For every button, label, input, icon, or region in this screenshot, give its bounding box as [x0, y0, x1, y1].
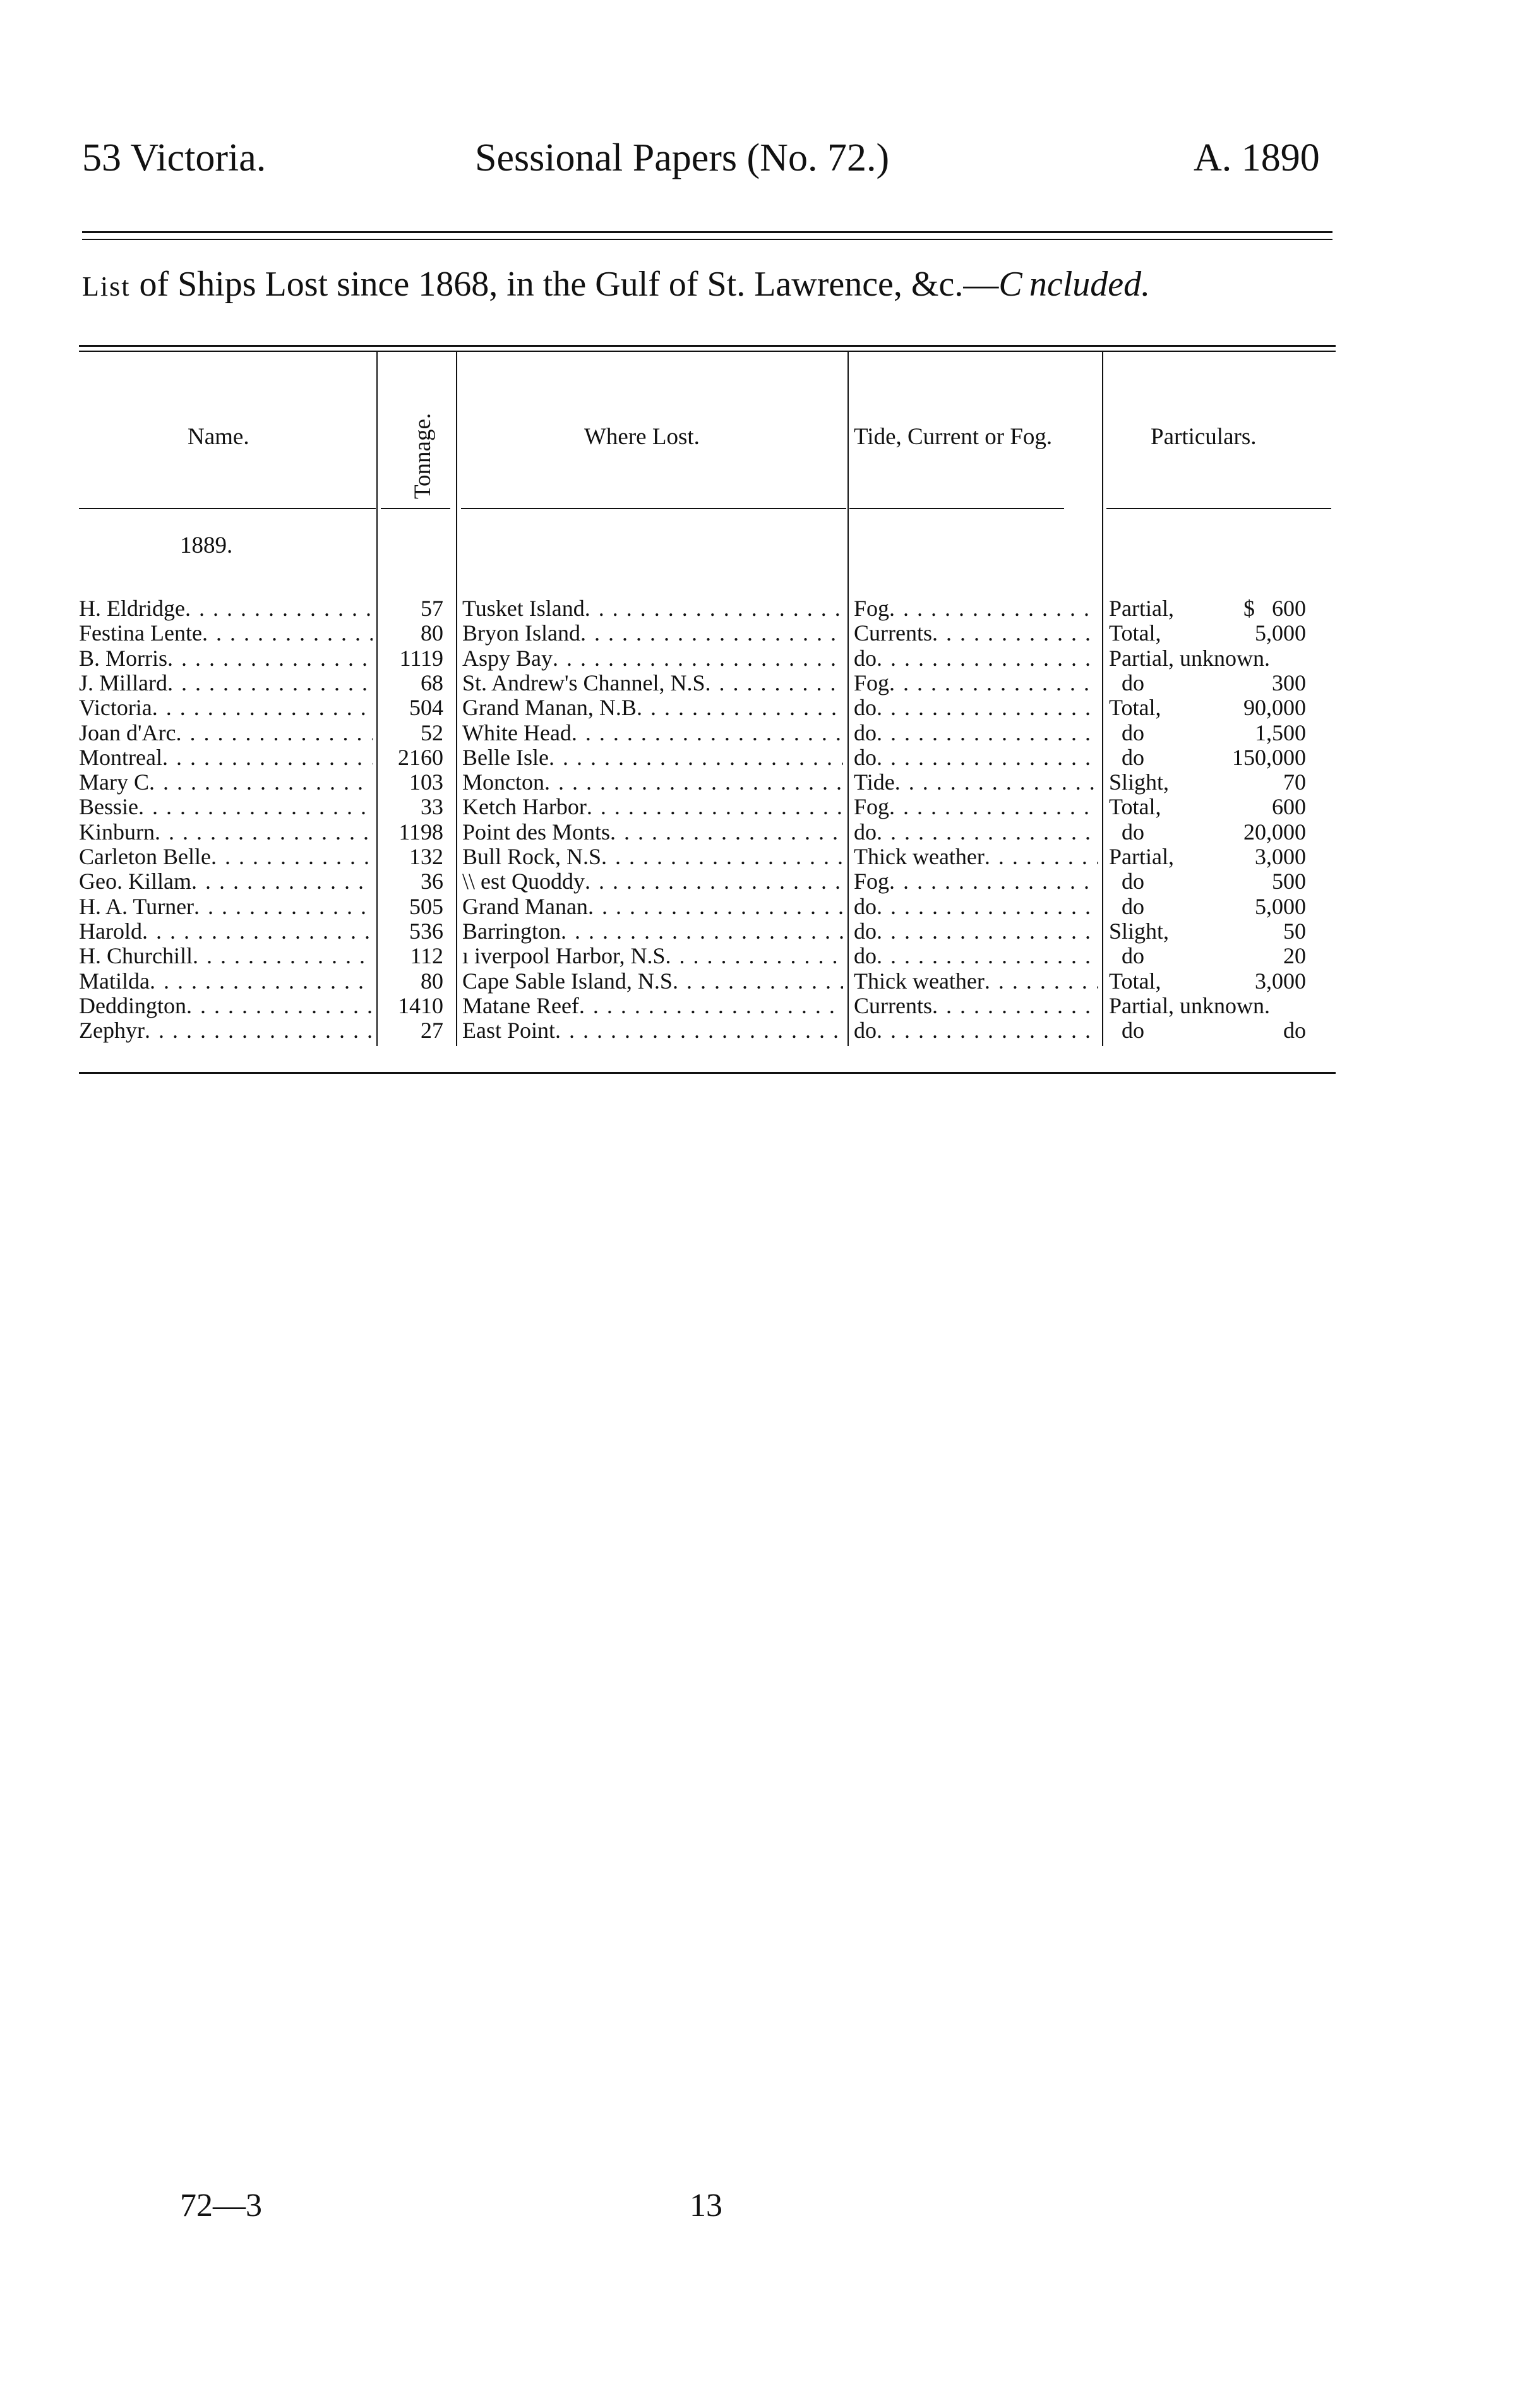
cell-particulars-amount: 90,000: [1243, 695, 1306, 721]
cell-tide-text: do: [854, 646, 877, 671]
table-row: [0, 671, 1527, 695]
cell-particulars-amount: 3,000: [1255, 845, 1306, 869]
cell-name: [79, 646, 373, 671]
cell-where-lost-text: Moncton: [462, 770, 544, 795]
cell-particulars-amount: 5,000: [1255, 621, 1306, 646]
cell-where-lost: [462, 721, 843, 745]
cell-where-lost: [462, 646, 843, 671]
cell-tide-text: do: [854, 944, 877, 969]
cell-tide: [854, 596, 1098, 621]
cell-name-text: B. Morris: [79, 646, 168, 671]
dot-leader: [932, 621, 1098, 646]
col-head-where: Where Lost.: [584, 424, 700, 450]
cell-tonnage: 2160: [398, 745, 443, 770]
cell-tide-text: Currents: [854, 993, 932, 1018]
cell-name: [79, 969, 373, 994]
table-row: [0, 795, 1527, 819]
cell-tonnage: 132: [409, 845, 443, 869]
header-right: A. 1890: [1194, 136, 1320, 179]
title-text: of Ships Lost since 1868, in the Gulf of St. Lawrence, &c.—: [130, 265, 999, 304]
cell-tide: [854, 869, 1098, 894]
cell-name: [79, 721, 373, 745]
dot-leader: [162, 745, 373, 770]
dot-leader: [553, 646, 843, 671]
table-rule-top-2: [79, 351, 1336, 352]
cell-tonnage: 36: [421, 869, 443, 894]
dot-leader: [895, 770, 1098, 795]
cell-name: [79, 795, 373, 819]
table-row: [0, 721, 1527, 745]
dot-leader: [193, 944, 373, 968]
cell-name: [79, 994, 373, 1018]
dot-leader: [186, 994, 373, 1018]
cell-where-lost-text: St. Andrew's Channel, N.S: [462, 670, 705, 695]
cell-name: [79, 671, 373, 695]
cell-tide-text: Thick weather: [854, 845, 985, 869]
cell-tide-text: Fog: [854, 795, 890, 820]
cell-name-text: H. Eldridge: [79, 596, 185, 621]
dot-leader: [167, 671, 373, 695]
cell-tonnage: 536: [409, 918, 443, 944]
cell-tide-text: Currents: [854, 621, 932, 646]
cell-tide-text: do: [854, 745, 877, 770]
dot-leader: [877, 820, 1098, 845]
table-row: [0, 745, 1527, 770]
cell-particulars-amount: 50: [1283, 918, 1306, 944]
cell-tonnage: 103: [409, 770, 443, 795]
cell-tide: [854, 695, 1098, 720]
cell-where-lost: [462, 820, 843, 845]
cell-particulars-kind: do: [1122, 894, 1144, 919]
cell-particulars-amount: do: [1283, 1018, 1306, 1044]
cell-tonnage: 112: [410, 944, 443, 969]
cell-particulars-kind: do: [1122, 1018, 1144, 1044]
cell-tide: [854, 894, 1098, 919]
cell-tonnage: 80: [421, 621, 443, 646]
cell-name: [79, 621, 373, 646]
title-smallcaps: List: [82, 271, 131, 302]
cell-tide: [854, 820, 1098, 845]
cell-tide: [854, 646, 1098, 671]
cell-particulars-amount: 3,000: [1255, 968, 1306, 994]
dot-leader: [585, 596, 843, 621]
dot-leader: [985, 969, 1098, 994]
head-underline-name: [79, 508, 376, 509]
cell-name-text: Geo. Killam: [79, 869, 191, 894]
head-underline-tonnage: [381, 508, 450, 509]
col-head-tide: Tide, Current or Fog.: [854, 424, 1053, 450]
dot-leader: [705, 671, 844, 695]
table-row: [0, 596, 1527, 621]
cell-where-lost: [462, 695, 843, 720]
cell-name-text: Festina Lente: [79, 621, 202, 646]
table-rule-top: [79, 345, 1336, 347]
cell-particulars-amount: 300: [1272, 670, 1306, 695]
cell-name: [79, 869, 373, 894]
cell-where-lost-text: Grand Manan, N.B: [462, 695, 637, 721]
cell-where-lost-text: ı iverpool Harbor, N.S: [462, 944, 666, 969]
cell-name: [79, 1018, 373, 1043]
cell-particulars-kind: Partial, unknown.: [1109, 646, 1270, 671]
table-rule-bottom: [79, 1072, 1336, 1074]
cell-particulars-amount: $ 600: [1243, 596, 1306, 621]
dot-leader: [877, 721, 1098, 745]
cell-particulars-kind: Partial,: [1109, 845, 1174, 869]
cell-where-lost: [462, 894, 843, 919]
cell-where-lost: [462, 845, 843, 869]
cell-where-lost-text: Bull Rock, N.S: [462, 845, 602, 869]
cell-name-text: Zephyr: [79, 1018, 145, 1044]
cell-name: [79, 745, 373, 770]
table-row: [0, 994, 1527, 1018]
cell-tonnage: 68: [421, 670, 443, 695]
cell-particulars-kind: do: [1122, 944, 1144, 969]
cell-tonnage: 1410: [398, 993, 443, 1018]
cell-particulars-amount: 20: [1283, 944, 1306, 969]
cell-particulars-amount: 600: [1272, 795, 1306, 820]
dot-leader: [889, 869, 1098, 894]
header-rule-bottom: [82, 239, 1332, 240]
cell-tonnage: 80: [421, 968, 443, 994]
head-underline-particulars: [1106, 508, 1331, 509]
dot-leader: [985, 845, 1098, 869]
cell-name: [79, 894, 373, 919]
col-head-tonnage: Tonnage.: [410, 412, 436, 499]
cell-where-lost-text: Aspy Bay: [462, 646, 553, 671]
cell-name: [79, 695, 373, 720]
cell-tonnage: 1119: [399, 646, 443, 671]
cell-tide: [854, 845, 1098, 869]
dot-leader: [637, 695, 843, 720]
cell-where-lost-text: Ketch Harbor: [462, 795, 587, 820]
cell-particulars-kind: Total,: [1109, 968, 1161, 994]
cell-tide-text: do: [854, 918, 877, 944]
cell-tide: [854, 919, 1098, 944]
dot-leader: [585, 869, 843, 894]
cell-tide-text: do: [854, 1018, 877, 1044]
cell-particulars-amount: 70: [1283, 770, 1306, 795]
cell-where-lost-text: White Head: [462, 720, 572, 745]
cell-name-text: Mary C: [79, 770, 149, 795]
cell-tide: [854, 969, 1098, 994]
cell-where-lost: [462, 745, 843, 770]
cell-particulars-kind: Slight,: [1109, 918, 1170, 944]
cell-tide-text: do: [854, 720, 877, 745]
cell-tonnage: 52: [421, 720, 443, 745]
cell-where-lost: [462, 1018, 843, 1043]
cell-name-text: Bessie: [79, 795, 138, 820]
table-row: [0, 894, 1527, 919]
cell-where-lost: [462, 770, 843, 795]
cell-name-text: Montreal: [79, 745, 162, 770]
cell-tide: [854, 621, 1098, 646]
dot-leader: [572, 721, 843, 745]
cell-tide: [854, 795, 1098, 819]
dot-leader: [142, 919, 373, 944]
cell-tide: [854, 944, 1098, 968]
dot-leader: [932, 994, 1098, 1018]
table-row: [0, 944, 1527, 968]
cell-where-lost: [462, 969, 843, 994]
dot-leader: [889, 596, 1098, 621]
header-left: 53 Victoria.: [82, 136, 266, 179]
cell-particulars-amount: 1,500: [1255, 720, 1306, 745]
cell-tide-text: Fog: [854, 670, 890, 695]
cell-name-text: J. Millard: [79, 670, 167, 695]
dot-leader: [145, 1018, 373, 1043]
cell-where-lost: [462, 869, 843, 894]
cell-where-lost: [462, 671, 843, 695]
cell-tide-text: do: [854, 819, 877, 845]
cell-name-text: H. A. Turner: [79, 894, 195, 919]
head-underline-where: [461, 508, 846, 509]
dot-leader: [877, 944, 1098, 968]
cell-particulars-amount: 5,000: [1255, 894, 1306, 919]
dot-leader: [877, 646, 1098, 671]
dot-leader: [202, 621, 373, 646]
cell-where-lost: [462, 795, 843, 819]
cell-name-text: Harold: [79, 918, 142, 944]
cell-tide-text: Thick weather: [854, 968, 985, 994]
dot-leader: [877, 1018, 1098, 1043]
dot-leader: [155, 820, 373, 845]
table-row: [0, 919, 1527, 944]
cell-tide: [854, 770, 1098, 795]
cell-particulars-kind: do: [1122, 869, 1144, 894]
cell-tide: [854, 671, 1098, 695]
cell-tonnage: 504: [409, 695, 443, 721]
dot-leader: [889, 671, 1098, 695]
cell-name-text: Deddington: [79, 993, 186, 1018]
dot-leader: [176, 721, 373, 745]
cell-tide: [854, 1018, 1098, 1043]
cell-name-text: H. Churchill: [79, 944, 193, 969]
dot-leader: [587, 795, 843, 819]
table-row: [0, 969, 1527, 994]
dot-leader: [544, 770, 843, 795]
dot-leader: [185, 596, 373, 621]
col-head-particulars: Particulars.: [1151, 424, 1257, 450]
cell-particulars-kind: do: [1122, 720, 1144, 745]
cell-particulars-kind: Slight,: [1109, 770, 1170, 795]
cell-tonnage: 505: [409, 894, 443, 919]
cell-tide-text: Fog: [854, 869, 890, 894]
dot-leader: [149, 770, 373, 795]
cell-tonnage: 27: [421, 1018, 443, 1044]
dot-leader: [579, 994, 843, 1018]
dot-leader: [889, 795, 1098, 819]
table-row: [0, 770, 1527, 795]
cell-where-lost: [462, 919, 843, 944]
table-row: [0, 820, 1527, 845]
cell-particulars-kind: Partial,: [1109, 596, 1174, 621]
dot-leader: [194, 894, 373, 919]
dot-leader: [561, 919, 843, 944]
cell-particulars-kind: Total,: [1109, 621, 1161, 646]
cell-name-text: Joan d'Arc: [79, 720, 176, 745]
table-row: [0, 695, 1527, 720]
head-underline-tide: [849, 508, 1064, 509]
dot-leader: [877, 919, 1098, 944]
cell-name-text: Victoria: [79, 695, 152, 721]
cell-name: [79, 770, 373, 795]
cell-tide: [854, 994, 1098, 1018]
header-rule-top: [82, 231, 1332, 233]
cell-where-lost-text: Belle Isle: [462, 745, 549, 770]
footer-left: 72—3: [180, 2188, 262, 2224]
dot-leader: [610, 820, 843, 845]
table-row: [0, 1018, 1527, 1043]
table-row: [0, 621, 1527, 646]
cell-where-lost-text: Cape Sable Island, N.S: [462, 968, 673, 994]
cell-tide-text: Tide: [854, 770, 895, 795]
cell-where-lost-text: Tusket Island: [462, 596, 585, 621]
dot-leader: [673, 969, 843, 994]
cell-name: [79, 944, 373, 968]
dot-leader: [580, 621, 843, 646]
dot-leader: [138, 795, 373, 819]
cell-where-lost-text: \\ est Quoddy: [462, 869, 585, 894]
cell-particulars-kind: Total,: [1109, 795, 1161, 820]
cell-particulars-kind: Partial, unknown.: [1109, 993, 1270, 1018]
cell-tide-text: Fog: [854, 596, 890, 621]
dot-leader: [601, 845, 843, 869]
cell-where-lost: [462, 596, 843, 621]
dot-leader: [877, 745, 1098, 770]
cell-particulars-kind: do: [1122, 670, 1144, 695]
dot-leader: [666, 944, 843, 968]
dot-leader: [549, 745, 843, 770]
cell-where-lost-text: Barrington: [462, 918, 561, 944]
dot-leader: [211, 845, 373, 869]
dot-leader: [191, 869, 373, 894]
table-row: [0, 869, 1527, 894]
cell-tide: [854, 721, 1098, 745]
cell-where-lost: [462, 994, 843, 1018]
dot-leader: [167, 646, 373, 671]
cell-where-lost-text: Bryon Island: [462, 621, 580, 646]
cell-particulars-kind: do: [1122, 745, 1144, 770]
cell-name-text: Carleton Belle: [79, 845, 211, 869]
footer-page-number: 13: [690, 2188, 722, 2224]
cell-where-lost-text: Point des Monts: [462, 819, 611, 845]
cell-name-text: Matilda: [79, 968, 150, 994]
dot-leader: [555, 1018, 843, 1043]
cell-where-lost-text: Grand Manan: [462, 894, 588, 919]
cell-tonnage: 57: [421, 596, 443, 621]
dot-leader: [150, 969, 373, 994]
cell-name: [79, 596, 373, 621]
cell-particulars-amount: 500: [1272, 869, 1306, 894]
cell-particulars-kind: do: [1122, 819, 1144, 845]
cell-where-lost-text: East Point: [462, 1018, 556, 1044]
table-title: [82, 264, 1150, 304]
dot-leader: [877, 695, 1098, 720]
cell-where-lost: [462, 944, 843, 968]
table-row: [0, 845, 1527, 869]
dot-leader: [877, 894, 1098, 919]
cell-tonnage: 33: [421, 795, 443, 820]
cell-tide: [854, 745, 1098, 770]
cell-tide-text: do: [854, 695, 877, 721]
cell-tide-text: do: [854, 894, 877, 919]
cell-name: [79, 919, 373, 944]
year-label: 1889.: [180, 533, 233, 558]
cell-particulars-kind: Total,: [1109, 695, 1161, 721]
col-head-name: Name.: [188, 424, 249, 450]
dot-leader: [588, 894, 843, 919]
cell-name: [79, 820, 373, 845]
cell-particulars-amount: 20,000: [1243, 819, 1306, 845]
header-center: Sessional Papers (No. 72.): [475, 136, 890, 179]
cell-where-lost-text: Matane Reef: [462, 993, 579, 1018]
cell-where-lost: [462, 621, 843, 646]
title-italic: C ncluded.: [998, 265, 1151, 304]
cell-particulars-amount: 150,000: [1232, 745, 1306, 770]
dot-leader: [152, 695, 373, 720]
cell-name: [79, 845, 373, 869]
cell-tonnage: 1198: [398, 819, 443, 845]
cell-name-text: Kinburn: [79, 819, 155, 845]
table-row: [0, 646, 1527, 671]
